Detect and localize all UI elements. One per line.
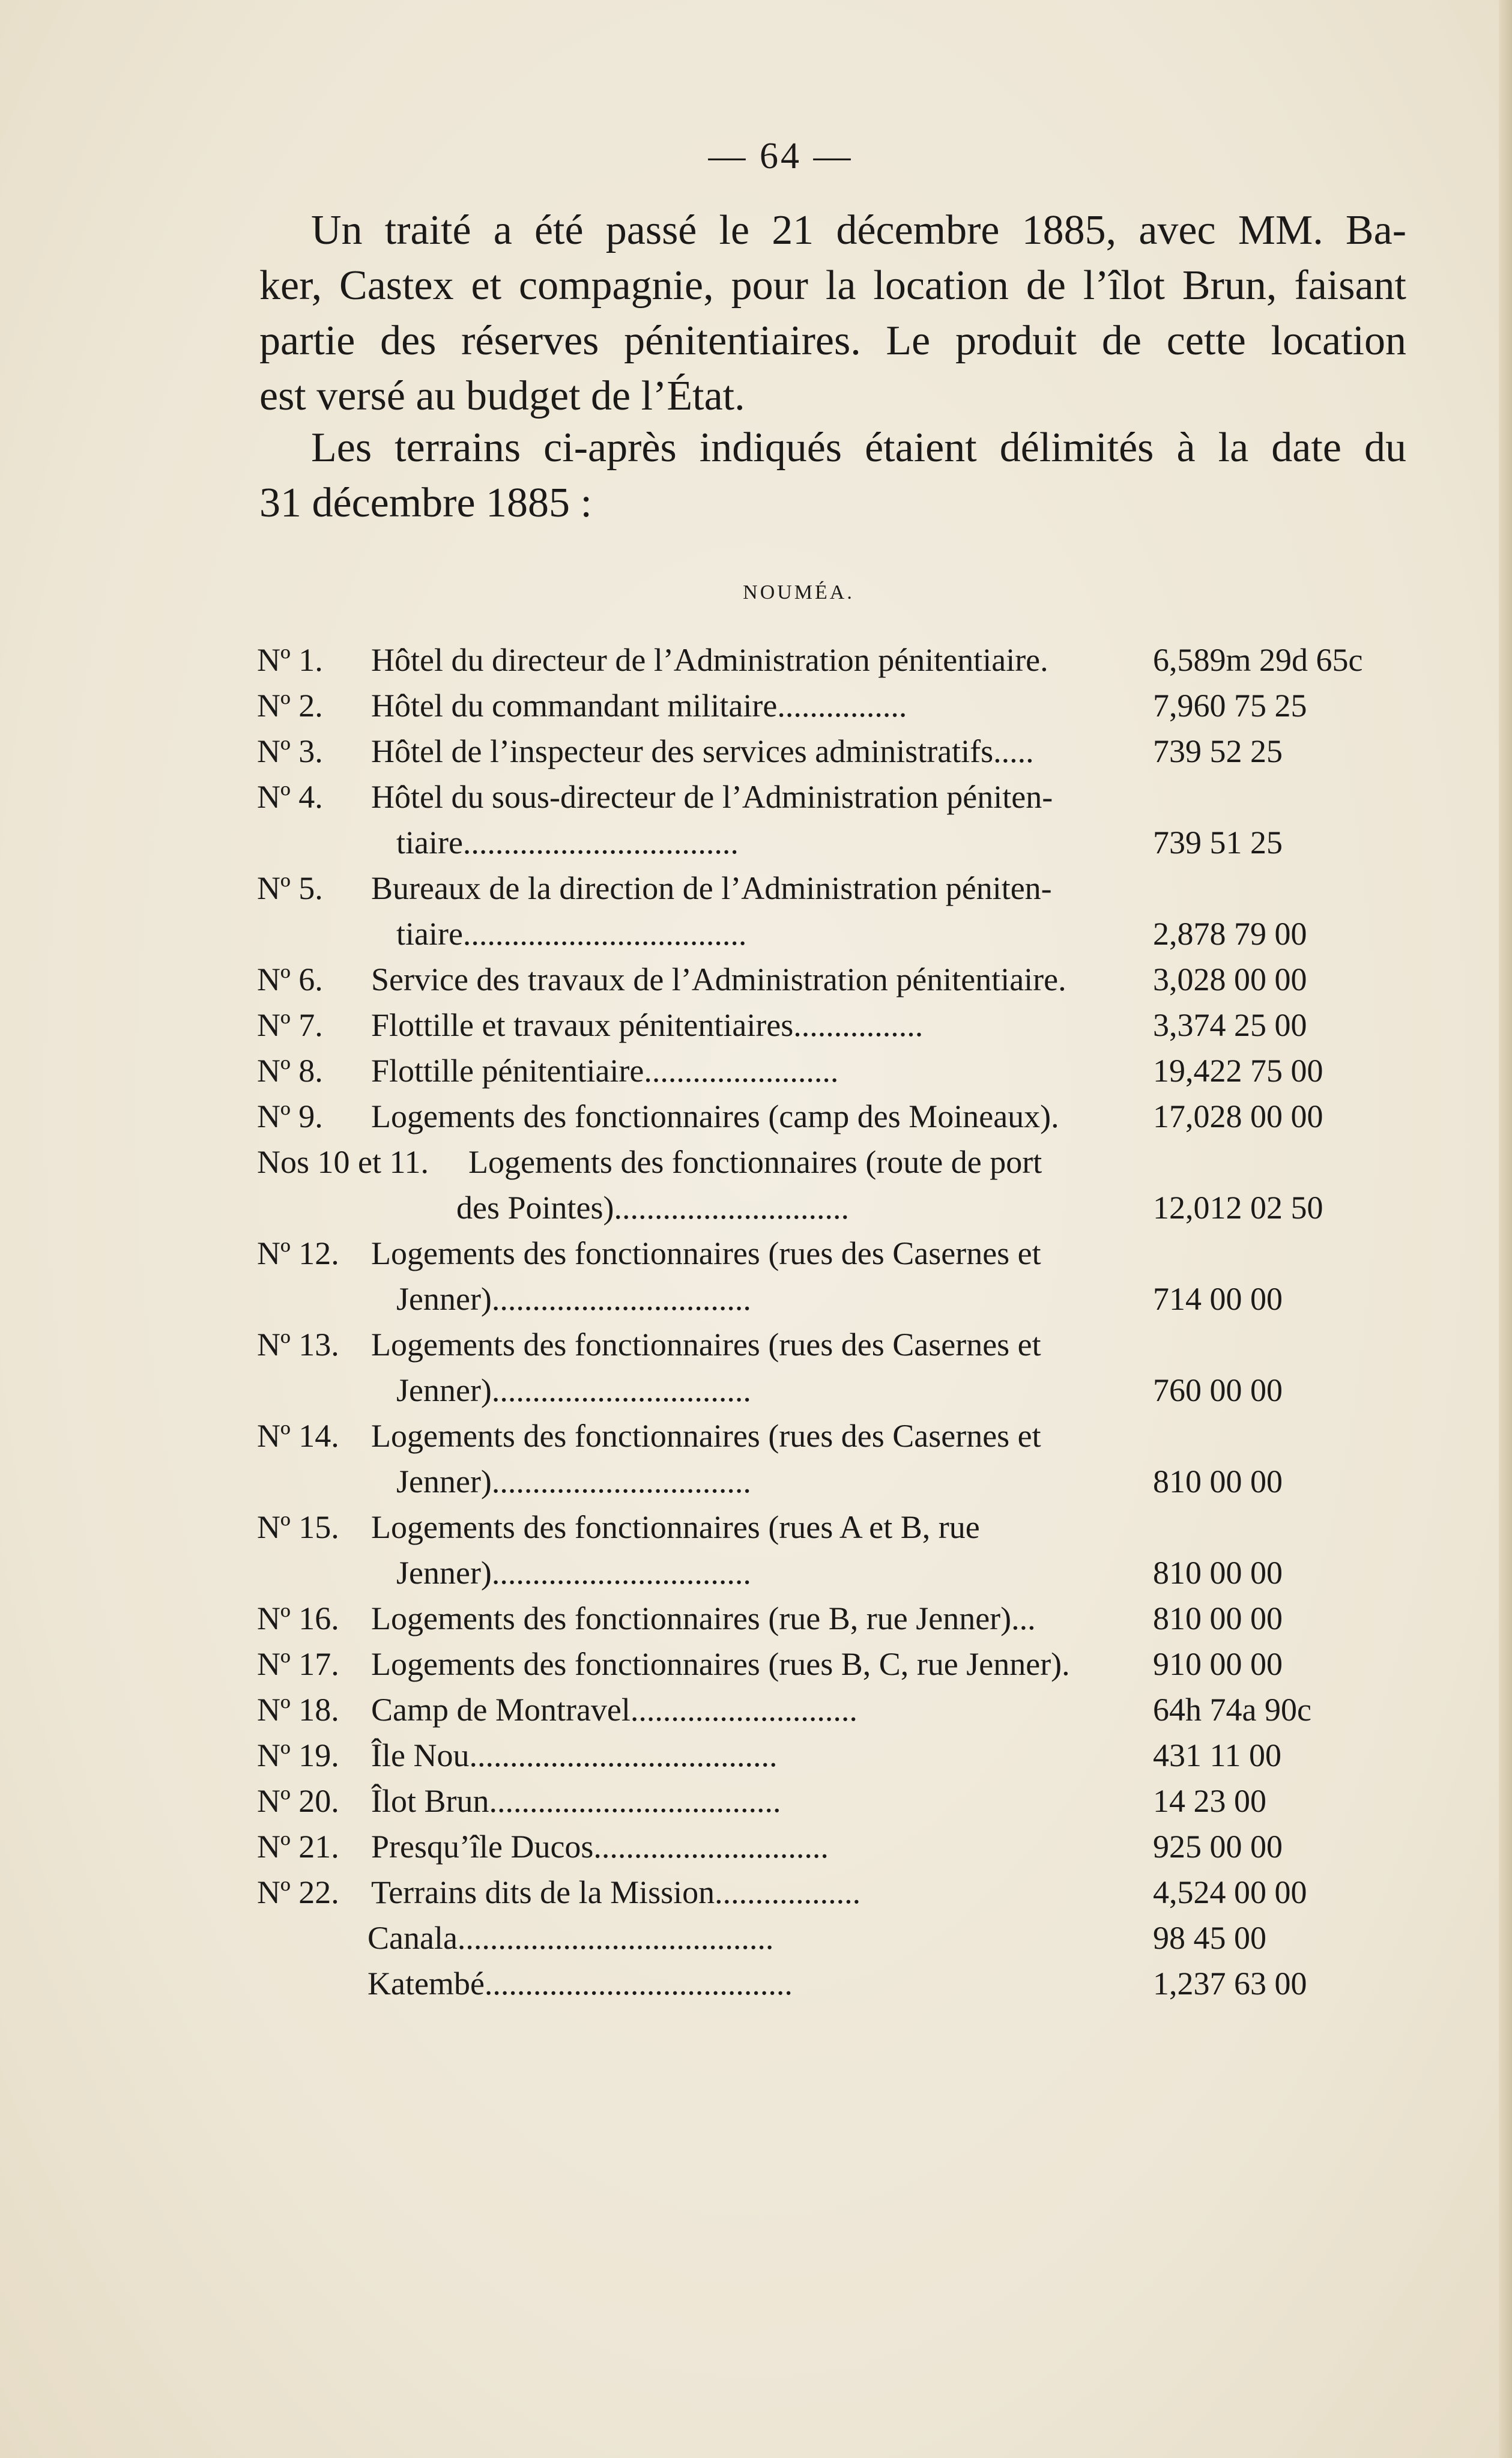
entry-label: Logements des fonctionnaires (rues A et B, rue [371, 1509, 980, 1545]
entry-label: Hôtel du commandant militaire................ [371, 688, 907, 724]
page-edge [1499, 0, 1512, 2458]
paragraph-1-line: Un traité a été passé le 21 décembre 1885, avec MM. Ba- [311, 207, 1406, 253]
paragraph-1-line: partie des réserves pénitentiaires. Le produit de cette location [259, 318, 1406, 364]
entry-label: Logements des fonctionnaires (rue B, rue Jenner)... [371, 1600, 1036, 1636]
entry-value: 4,524 00 00 [1153, 1874, 1307, 1910]
entry-number: Nº 12. [257, 1235, 339, 1271]
entry-label: tiaire.................................. [396, 825, 739, 861]
entry-number: Nos 10 et 11. [257, 1144, 429, 1180]
entry-number: Nº 2. [257, 688, 323, 724]
entry-value: 810 00 00 [1153, 1600, 1283, 1636]
entry-label: Hôtel de l’inspecteur des services administratifs..... [371, 733, 1034, 769]
entry-label: Presqu’île Ducos............................. [371, 1829, 829, 1865]
entry-label: Logements des fonctionnaires (rues des Casernes et [371, 1235, 1041, 1271]
entry-number: Nº 1. [257, 642, 323, 678]
entry-value: 810 00 00 [1153, 1464, 1283, 1500]
entry-label: Îlot Brun.................................... [371, 1783, 781, 1819]
paragraph-1-line: est versé au budget de l’État. [259, 373, 745, 419]
entry-value: 739 52 25 [1153, 733, 1283, 769]
entry-label: Bureaux de la direction de l’Administration péniten- [371, 870, 1052, 906]
entry-number: Nº 3. [257, 733, 323, 769]
entry-value: 17,028 00 00 [1153, 1098, 1323, 1134]
entry-value: 12,012 02 50 [1153, 1190, 1323, 1226]
entry-label: tiaire................................... [396, 916, 747, 952]
entry-number: Nº 20. [257, 1783, 339, 1819]
paragraph-1 [259, 203, 1406, 424]
entry-label: Katembé...................................... [367, 1966, 793, 2002]
entry-value: 98 45 00 [1153, 1920, 1266, 1956]
section-heading: NOUMÉA. [743, 581, 854, 604]
entry-label: des Pointes)............................. [456, 1190, 849, 1226]
entry-value: 431 11 00 [1153, 1737, 1281, 1773]
entry-label: Camp de Montravel............................ [371, 1692, 857, 1728]
entry-value: 3,028 00 00 [1153, 961, 1307, 997]
entry-value: 910 00 00 [1153, 1646, 1283, 1682]
entry-value: 14 23 00 [1153, 1783, 1266, 1819]
entry-label: Jenner)................................ [396, 1464, 751, 1500]
entry-label: Canala....................................... [367, 1920, 774, 1956]
entry-label: Flottille pénitentiaire........................ [371, 1053, 839, 1089]
entry-number: Nº 21. [257, 1829, 339, 1865]
entry-label: Logements des fonctionnaires (rues des Casernes et [371, 1327, 1041, 1363]
entry-label: Logements des fonctionnaires (camp des Moineaux). [371, 1098, 1059, 1134]
entry-label: Jenner)................................ [396, 1372, 751, 1408]
paragraph-2 [259, 420, 1406, 531]
entry-number: Nº 14. [257, 1418, 339, 1454]
entry-number: Nº 13. [257, 1327, 339, 1363]
entry-number: Nº 15. [257, 1509, 339, 1545]
entry-value: 7,960 75 25 [1153, 688, 1307, 724]
entry-number: Nº 19. [257, 1737, 339, 1773]
entry-value: 810 00 00 [1153, 1555, 1283, 1591]
entry-label: Flottille et travaux pénitentiaires................ [371, 1007, 924, 1043]
entry-number: Nº 17. [257, 1646, 339, 1682]
page-number: — 64 — [708, 136, 853, 177]
entry-label: Jenner)................................ [396, 1281, 751, 1317]
entry-label: Hôtel du sous-directeur de l’Administration péniten- [371, 779, 1053, 815]
paragraph-1-line: ker, Castex et compagnie, pour la location de l’îlot Brun, faisant [259, 262, 1406, 309]
entry-label: Terrains dits de la Mission.................. [371, 1874, 861, 1910]
entry-number: Nº 4. [257, 779, 323, 815]
entry-label: Logements des fonctionnaires (rues B, C, rue Jenner). [371, 1646, 1070, 1682]
entry-label: Île Nou...................................... [371, 1737, 778, 1773]
entry-label: Logements des fonctionnaires (rues des Casernes et [371, 1418, 1041, 1454]
entry-label: Hôtel du directeur de l’Administration pénitentiaire. [371, 642, 1048, 678]
entry-value: 19,422 75 00 [1153, 1053, 1323, 1089]
entry-value: 6,589m 29d 65c [1153, 642, 1363, 678]
entry-number: Nº 6. [257, 961, 323, 997]
entry-label: Logements des fonctionnaires (route de port [468, 1144, 1042, 1180]
entry-label: Jenner)................................ [396, 1555, 751, 1591]
entry-value: 760 00 00 [1153, 1372, 1283, 1408]
entry-number: Nº 22. [257, 1874, 339, 1910]
paragraph-2-line: Les terrains ci-après indiqués étaient délimités à la date du [311, 425, 1406, 471]
entry-number: Nº 8. [257, 1053, 323, 1089]
entry-number: Nº 18. [257, 1692, 339, 1728]
entry-number: Nº 9. [257, 1098, 323, 1134]
entry-value: 925 00 00 [1153, 1829, 1283, 1865]
entry-value: 739 51 25 [1153, 825, 1283, 861]
entry-number: Nº 7. [257, 1007, 323, 1043]
entry-number: Nº 16. [257, 1600, 339, 1636]
entry-value: 64h 74a 90c [1153, 1692, 1311, 1728]
entry-value: 714 00 00 [1153, 1281, 1283, 1317]
entry-value: 3,374 25 00 [1153, 1007, 1307, 1043]
entry-number: Nº 5. [257, 870, 323, 906]
paragraph-2-line: 31 décembre 1885 : [259, 480, 592, 526]
entry-value: 1,237 63 00 [1153, 1966, 1307, 2002]
entry-label: Service des travaux de l’Administration pénitentiaire. [371, 961, 1066, 997]
entry-value: 2,878 79 00 [1153, 916, 1307, 952]
